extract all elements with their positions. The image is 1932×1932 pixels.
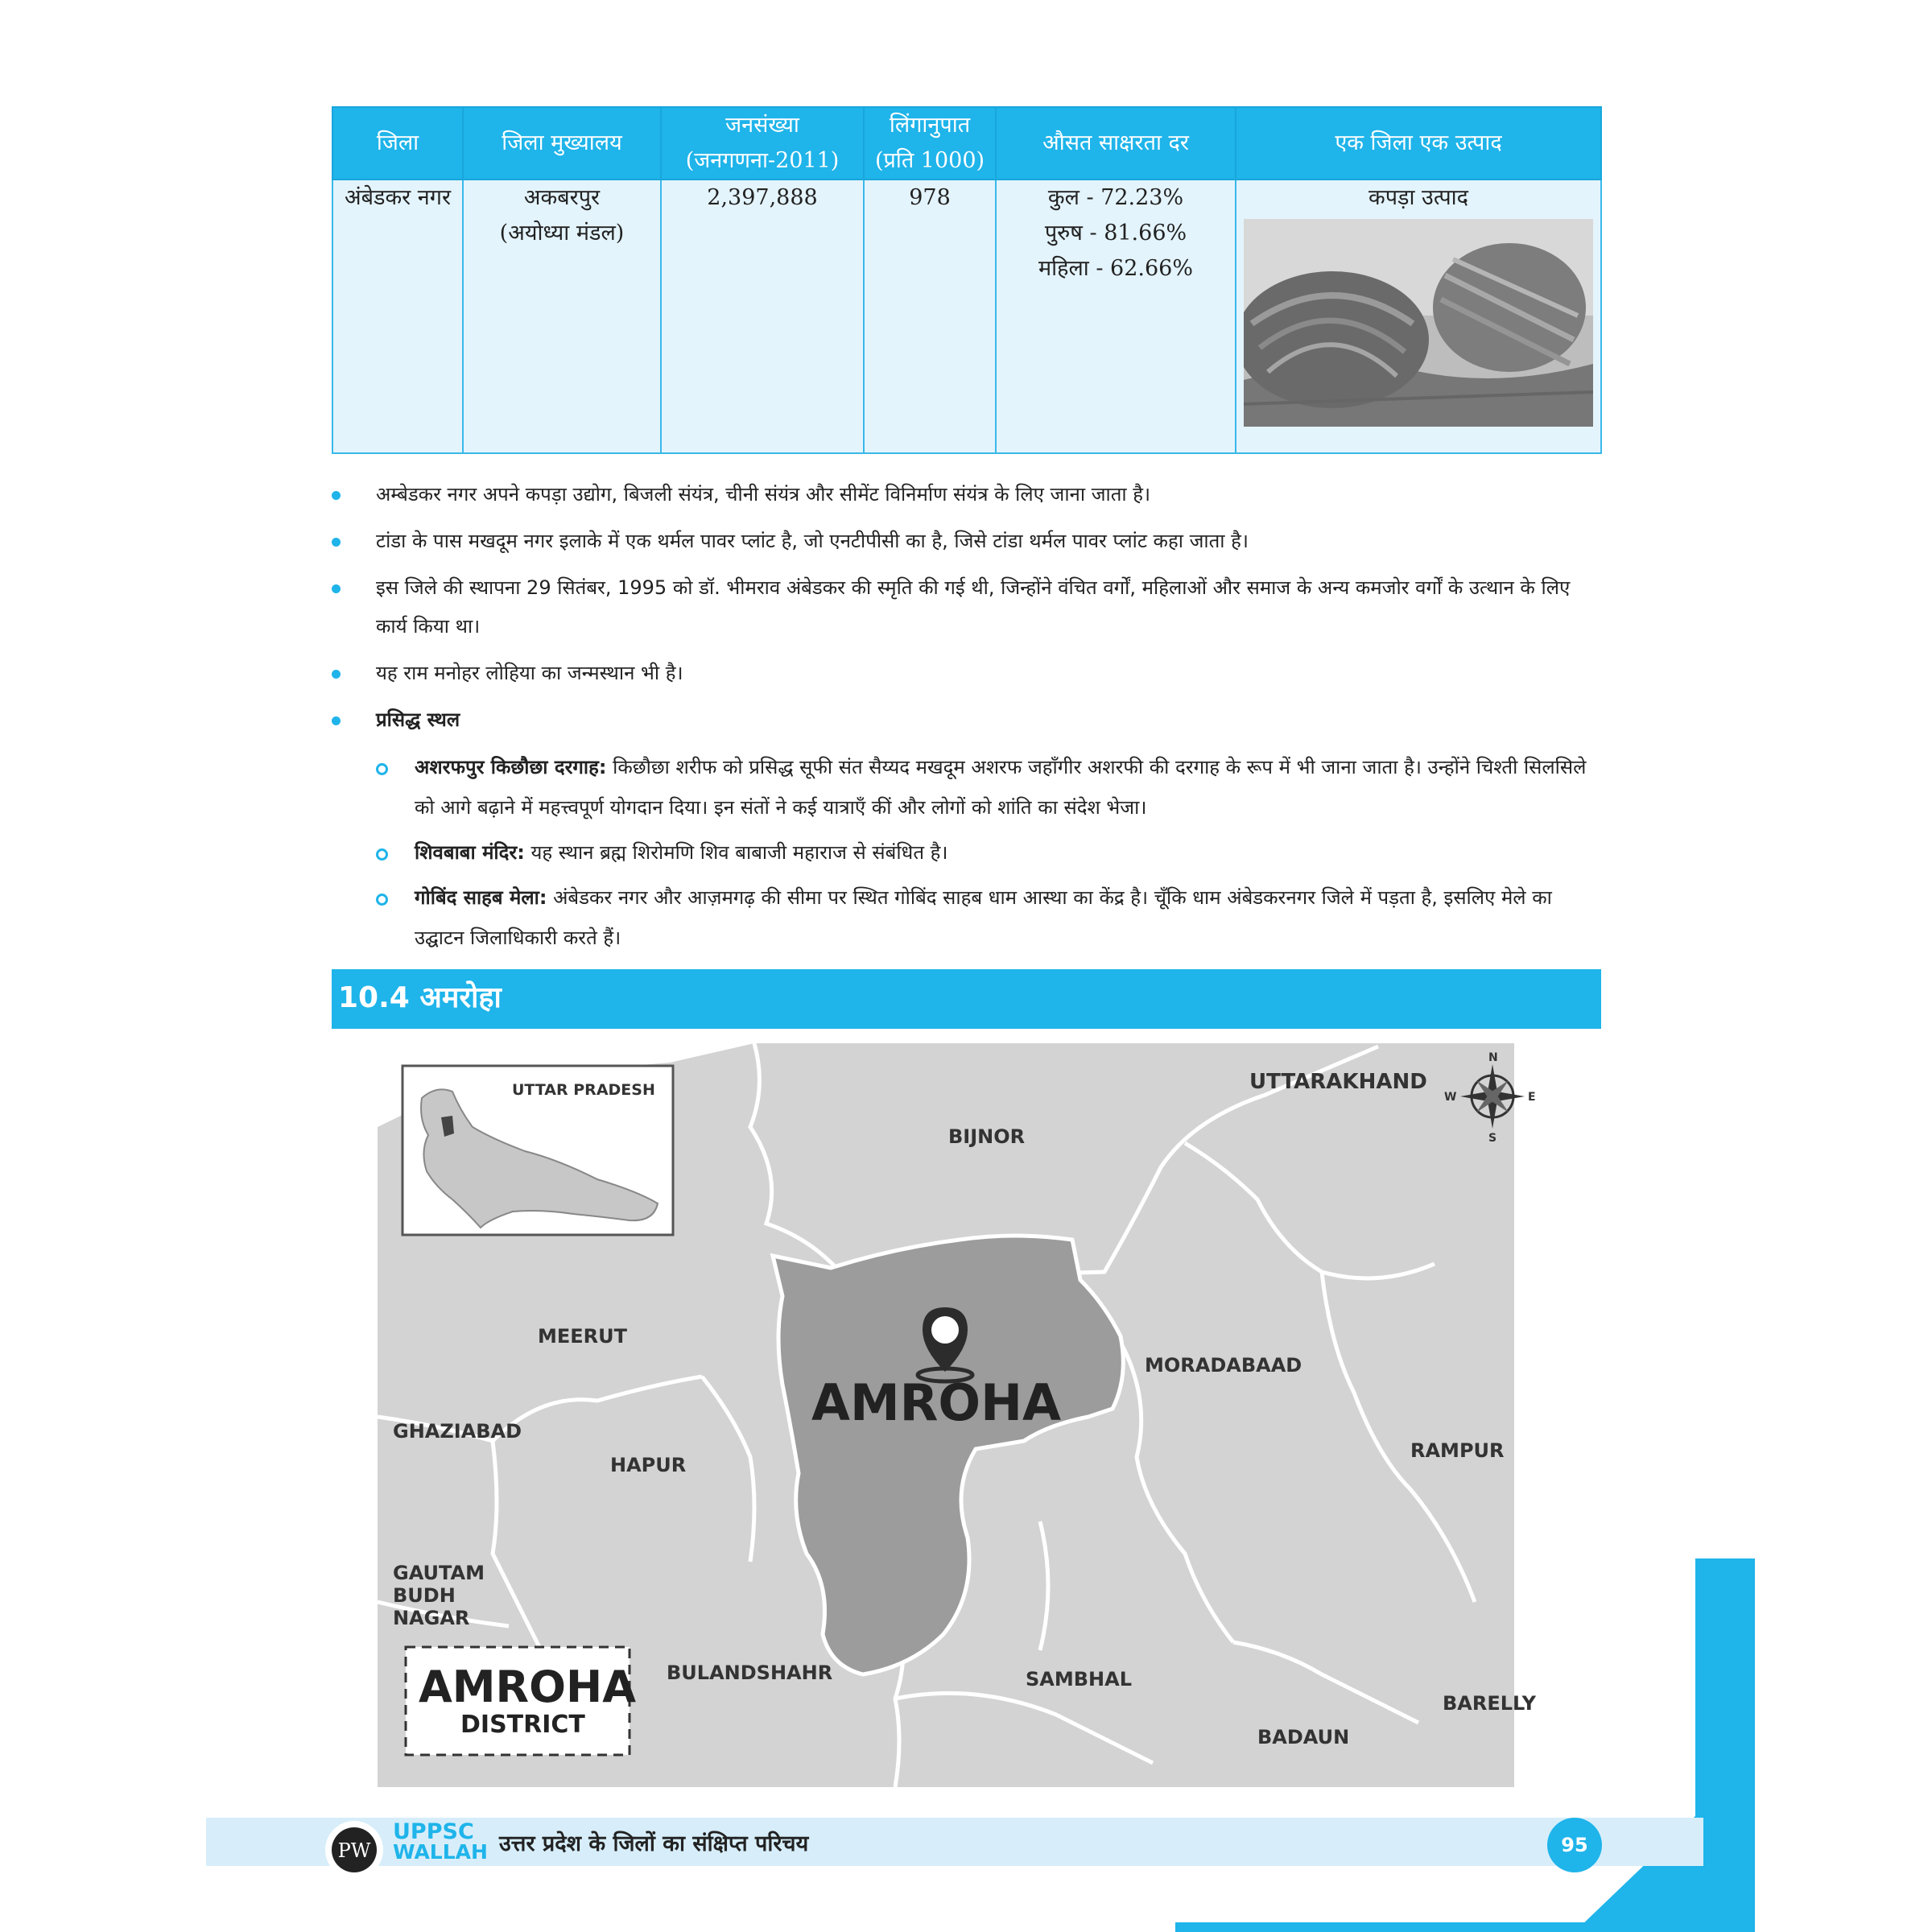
label-hapur: HAPUR <box>610 1454 687 1476</box>
place-text: यह स्थान ब्रह्म शिरोमणि शिव बाबाजी महाराज से संबंधित है। <box>530 841 948 864</box>
place-title: अशरफपुर किछौछा दरगाह: <box>415 756 607 778</box>
place-title: शिवबाबा मंदिर: <box>415 841 525 864</box>
place-title: गोबिंद साहब मेला: <box>415 886 547 909</box>
bullet-text: अम्बेडकर नगर अपने कपड़ा उद्योग, बिजली संयंत्र, चीनी संयंत्र और सीमेंट विनिर्माण संयंत्र के लिए जाना जाता है। <box>376 483 1151 506</box>
cell-hq <box>463 180 661 453</box>
header-population-line2: (जनगणना-2011) <box>685 148 840 173</box>
bullet-dot-icon <box>332 716 341 725</box>
cell-literacy <box>996 180 1236 453</box>
label-gautam-line1: GAUTAM <box>393 1562 485 1584</box>
header-literacy: औसत साक्षरता दर <box>996 107 1236 180</box>
table-row <box>332 180 1601 453</box>
cell-hq-line2: (अयोध्या मंडल) <box>499 221 625 246</box>
decorative-corner-shape <box>1175 1558 1755 1932</box>
label-barelly: BARELLY <box>1443 1692 1536 1715</box>
product-name: कपड़ा उत्पाद <box>1368 185 1469 210</box>
compass-n: N <box>1488 1051 1498 1064</box>
list-item <box>332 700 1605 739</box>
list-item <box>332 475 1605 514</box>
list-item <box>332 654 1605 692</box>
label-bijnor: BIJNOR <box>948 1125 1026 1148</box>
header-sex-ratio <box>864 107 996 180</box>
header-sex-ratio-line2: (प्रति 1000) <box>874 148 985 173</box>
cell-population: 2,397,888 <box>661 180 864 453</box>
label-meerut: MEERUT <box>538 1325 628 1348</box>
list-item <box>332 522 1605 560</box>
label-rampur: RAMPUR <box>1410 1439 1505 1462</box>
label-gautam-line3: NAGAR <box>393 1607 470 1629</box>
header-odop: एक जिला एक उत्पाद <box>1236 107 1601 180</box>
section-heading: 10.4 अमरोहा <box>338 981 502 1014</box>
badge-subtitle: DISTRICT <box>460 1711 585 1739</box>
bullet-text: इस जिले की स्थापना 29 सितंबर, 1995 को डॉ. भीमराव अंबेडकर की स्मृति की गई थी, जिन्होंने वंचित वर्गों, महिलाओं और समाज के अन्य कमजोर वर्गों के उत्थान के लिए कार्य किया था। <box>376 576 1571 638</box>
badge-title: AMROHA <box>419 1662 636 1712</box>
label-ghaziabad: GHAZIABAD <box>393 1420 522 1443</box>
section-heading-bar <box>332 969 1601 1029</box>
label-uttarakhand: UTTARAKHAND <box>1249 1070 1427 1094</box>
compass-s: S <box>1488 1132 1497 1145</box>
page-number: 95 <box>1547 1818 1602 1872</box>
pw-logo-text: PW <box>337 1839 371 1862</box>
label-moradabaad: MORADABAAD <box>1145 1354 1302 1377</box>
facts-list <box>332 475 1605 963</box>
header-population <box>661 107 864 180</box>
header-district: जिला <box>332 107 463 180</box>
bullet-text: टांडा के पास मखदूम नगर इलाके में एक थर्मल पावर प्लांट है, जो एनटीपीसी का है, जिसे टांडा थर्मल पावर प्लांट कहा जाता है। <box>376 530 1249 552</box>
pw-logo <box>322 1818 386 1882</box>
bullet-dot-icon <box>332 584 341 593</box>
list-item <box>332 568 1605 646</box>
cell-product <box>1236 180 1601 453</box>
cell-district: अंबेडकर नगर <box>332 180 463 453</box>
label-gautam-line2: BUDH <box>393 1584 456 1607</box>
inset-title: UTTAR PRADESH <box>512 1081 655 1099</box>
place-text: किछौछा शरीफ को प्रसिद्ध सूफी संत सैय्यद मखदूम अशरफ जहाँगीर अशरफी की दरगाह के रूप में भी जाना जाता है। उन्होंने चिश्ती सिलसिले को आगे बढ़ाने में महत्त्वपूर्ण योगदान दिया। इन संतों ने कई यात्राएँ कीं और लोगों को शांति का संदेश भेजा। <box>415 756 1587 819</box>
label-amroha: AMROHA <box>811 1373 1061 1432</box>
place-text: अंबेडकर नगर और आज़मगढ़ की सीमा पर स्थित गोबिंद साहब धाम आस्था का केंद्र है। चूँकि धाम अंबेडकरनगर जिले में पड़ता है, इसलिए मेले का उद्घाटन जिलाधिकारी करते हैं। <box>415 886 1552 949</box>
literacy-total: कुल - 72.23% <box>1047 185 1184 210</box>
bullet-text: यह राम मनोहर लोहिया का जन्मस्थान भी है। <box>376 662 683 684</box>
bullet-dot-icon <box>332 538 341 547</box>
table-header-row <box>332 107 1601 180</box>
cell-hq-line1: अकबरपुर <box>523 185 601 210</box>
sub-list-item <box>332 747 1605 828</box>
famous-places-heading: प्रसिद्ध स्थल <box>376 708 460 731</box>
sub-list-item <box>332 877 1605 958</box>
cell-sex-ratio: 978 <box>864 180 996 453</box>
compass-w: W <box>1444 1091 1457 1104</box>
sub-list-item <box>332 832 1605 873</box>
footer-title: उत्तर प्रदेश के जिलों का संक्षिप्त परिचय <box>499 1831 809 1856</box>
label-bulandshahr: BULANDSHAHR <box>667 1662 833 1684</box>
brand-line2: WALLAH <box>393 1840 488 1864</box>
ring-bullet-icon <box>376 763 388 775</box>
label-badaun: BADAUN <box>1257 1726 1350 1748</box>
brand-line1: UPPSC <box>393 1819 474 1844</box>
district-info-table <box>332 106 1602 454</box>
header-sex-ratio-line1: लिंगानुपात <box>889 113 971 138</box>
location-pin-icon <box>918 1307 972 1381</box>
ring-bullet-icon <box>376 894 388 906</box>
compass-e: E <box>1528 1091 1536 1104</box>
bullet-dot-icon <box>332 670 341 679</box>
label-sambhal: SAMBHAL <box>1026 1668 1132 1690</box>
textile-product-image <box>1244 219 1593 427</box>
literacy-female: महिला - 62.66% <box>1038 256 1193 281</box>
literacy-male: पुरुष - 81.66% <box>1044 221 1187 246</box>
ring-bullet-icon <box>376 848 388 861</box>
header-population-line1: जनसंख्या <box>725 113 799 138</box>
bullet-dot-icon <box>332 491 341 500</box>
header-hq: जिला मुख्यालय <box>463 107 661 180</box>
